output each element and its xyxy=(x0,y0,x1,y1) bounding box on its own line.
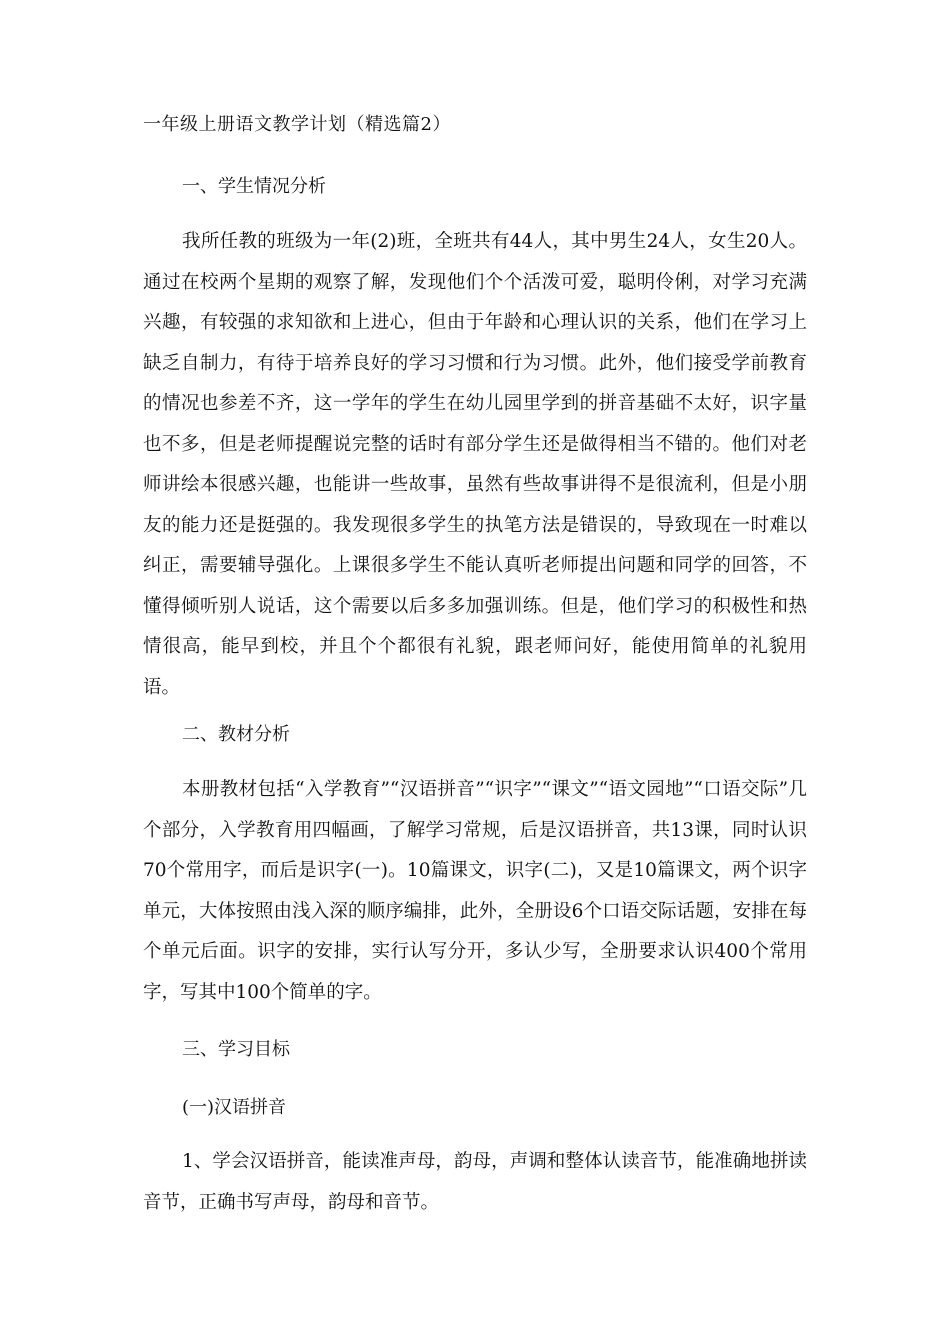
section-heading-learning-goals: 三、学习目标 xyxy=(182,1039,290,1060)
section-heading-textbook-analysis: 二、教材分析 xyxy=(182,724,290,745)
paragraph-student-analysis: 我所任教的班级为一年(2)班，全班共有44人，其中男生24人，女生20人。通过在校两个星期的观察了解，发现他们个个活泼可爱，聪明伶俐，对学习充满兴趣，有较强的求知欲和上进心，但由于年龄和心理认识的关系，他们在学习上缺乏自制力，有待于培养良好的学习习惯和行为习惯。此外，他们接受学前教育的情况也参差不齐，这一学年的学生在幼儿园里学到的拼音基础不太好，识字量也不多，但是老师提醒说完整的话时有部分学生还是做得相当不错的。他们对老师讲绘本很感兴趣，也能讲一些故事，虽然有些故事讲得不是很流利，但是小朋友的能力还是挺强的。我发现很多学生的执笔方法是错误的，导致现在一时难以纠正，需要辅导强化。上课很多学生不能认真听老师提出问题和同学的回答，不懂得倾听别人说话，这个需要以后多多加强训练。但是，他们学习的积极性和热情很高，能早到校，并且个个都很有礼貌，跟老师问好，能使用简单的礼貌用语。 xyxy=(143,231,807,698)
paragraph-textbook-analysis: 本册教材包括“入学教育”“汉语拼音”“识字”“课文”“语文园地”“口语交际”几个部分，入学教育用四幅画，了解学习常规，后是汉语拼音，共13课，同时认识70个常用字，而后是识字(一)。10篇课文，识字(二)，又是10篇课文，两个识字单元，大体按照由浅入深的顺序编排，此外，全册设6个口语交际话题，安排在每个单元后面。识字的安排，实行认写分开，多认少写，全册要求认识400个常用字，写其中100个简单的字。 xyxy=(143,779,807,1003)
paragraph-pinyin-goal-1: 1、学会汉语拼音，能读准声母，韵母，声调和整体认读音节，能准确地拼读音节，正确书写声母，韵母和音节。 xyxy=(143,1151,807,1213)
section-heading-student-analysis: 一、学生情况分析 xyxy=(182,176,326,197)
document-title: 一年级上册语文教学计划（精选篇2） xyxy=(143,114,451,135)
subsection-heading-pinyin: (一)汉语拼音 xyxy=(182,1097,287,1118)
